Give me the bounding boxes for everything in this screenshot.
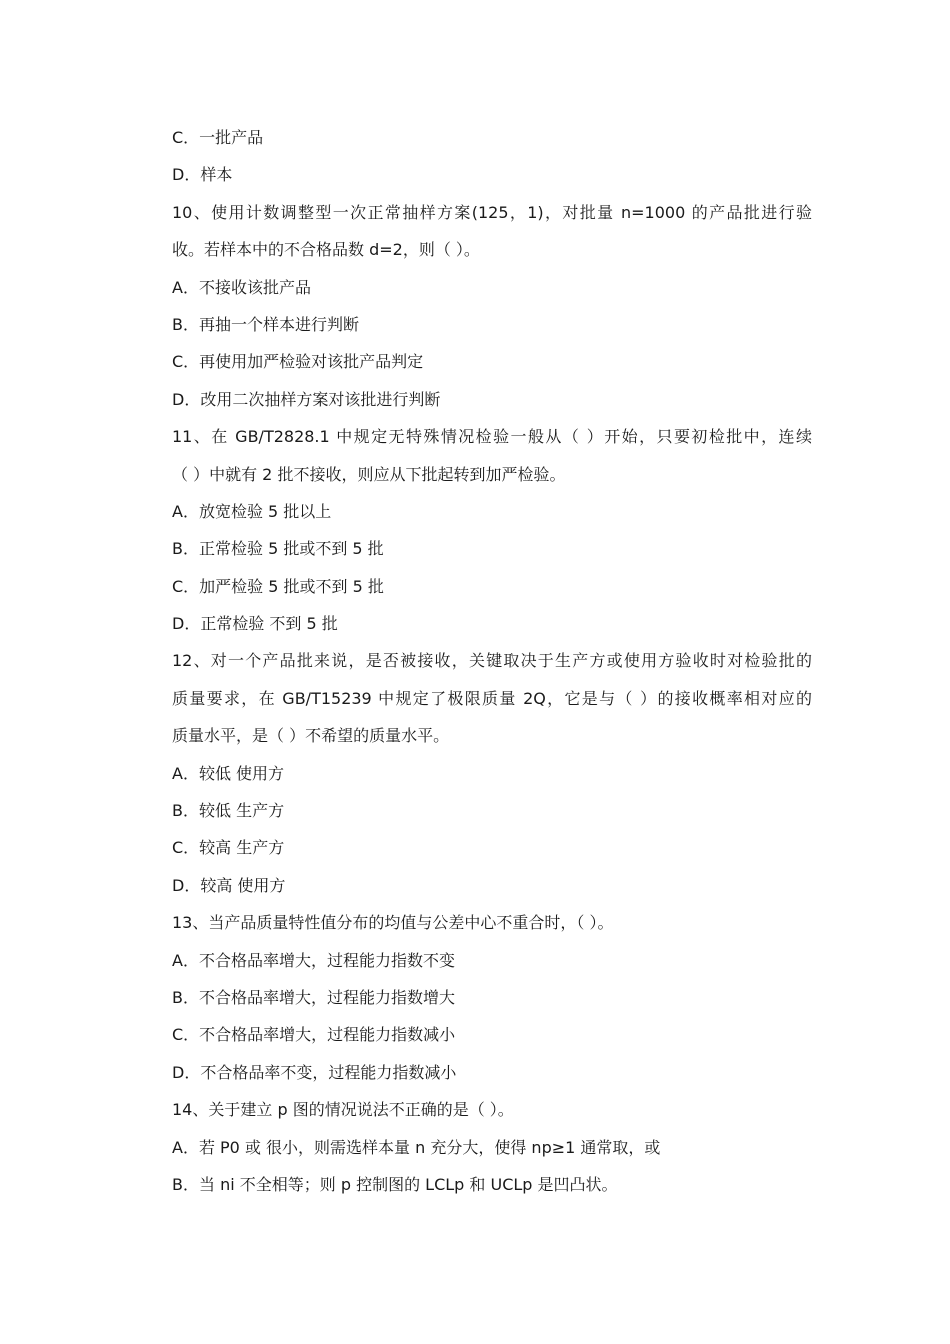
option-10c: C．再使用加严检验对该批产品判定 — [172, 352, 424, 372]
option-13d: D．不合格品率不变，过程能力指数减小 — [172, 1062, 457, 1082]
option-13b: B．不合格品率增大，过程能力指数增大 — [172, 987, 455, 1007]
option-13a: A．不合格品率增大，过程能力指数不变 — [172, 950, 455, 970]
option-10a: A．不接收该批产品 — [172, 277, 311, 297]
question-14: 14、关于建立 p 图的情况说法不正确的是（ ）。 — [172, 1100, 514, 1120]
question-11-line-2: （ ）中就有 2 批不接收，则应从下批起转到加严检验。 — [172, 464, 566, 484]
option-10d: D．改用二次抽样方案对该批进行判断 — [172, 389, 441, 409]
question-12-line-3: 质量水平，是（ ）不希望的质量水平。 — [172, 726, 450, 746]
option-9d: D．样本 — [172, 165, 233, 185]
option-14b: B．当 ni 不全相等；则 p 控制图的 LCLp 和 UCLp 是凹凸状。 — [172, 1174, 618, 1194]
option-12a: A．较低 使用方 — [172, 763, 285, 783]
option-10b: B．再抽一个样本进行判断 — [172, 314, 359, 334]
option-11a: A．放宽检验 5 批以上 — [172, 501, 332, 521]
option-12b: B．较低 生产方 — [172, 801, 285, 821]
option-9c: C．一批产品 — [172, 128, 264, 147]
document-body — [172, 119, 812, 1203]
question-10-line-1: 10、使用计数调整型一次正常抽样方案(125，1)，对批量 n=1000 的产品批进行验 — [172, 202, 812, 222]
question-12-line-2: 质量要求，在 GB/T15239 中规定了极限质量 2Q，它是与（ ）的接收概率相对应的 — [172, 688, 812, 708]
option-12d: D．较高 使用方 — [172, 875, 286, 895]
question-12-line-1: 12、对一个产品批来说，是否被接收，关键取决于生产方或使用方验收时对检验批的 — [172, 651, 812, 671]
option-13c: C．不合格品率增大，过程能力指数减小 — [172, 1025, 456, 1045]
option-11b: B．正常检验 5 批或不到 5 批 — [172, 539, 384, 559]
option-14a: A．若 P0 或 很小，则需选样本量 n 充分大，使得 np≥1 通常取，或 — [172, 1137, 661, 1157]
question-13: 13、当产品质量特性值分布的均值与公差中心不重合时，（ ）。 — [172, 913, 614, 933]
option-12c: C．较高 生产方 — [172, 838, 285, 858]
option-11c: C．加严检验 5 批或不到 5 批 — [172, 576, 384, 596]
question-10-line-2: 收。若样本中的不合格品数 d=2，则（ ）。 — [172, 240, 480, 260]
question-11-line-1: 11、在 GB/T2828.1 中规定无特殊情况检验一般从（ ）开始，只要初检批中，连续 — [172, 427, 812, 447]
option-11d: D．正常检验 不到 5 批 — [172, 614, 338, 634]
